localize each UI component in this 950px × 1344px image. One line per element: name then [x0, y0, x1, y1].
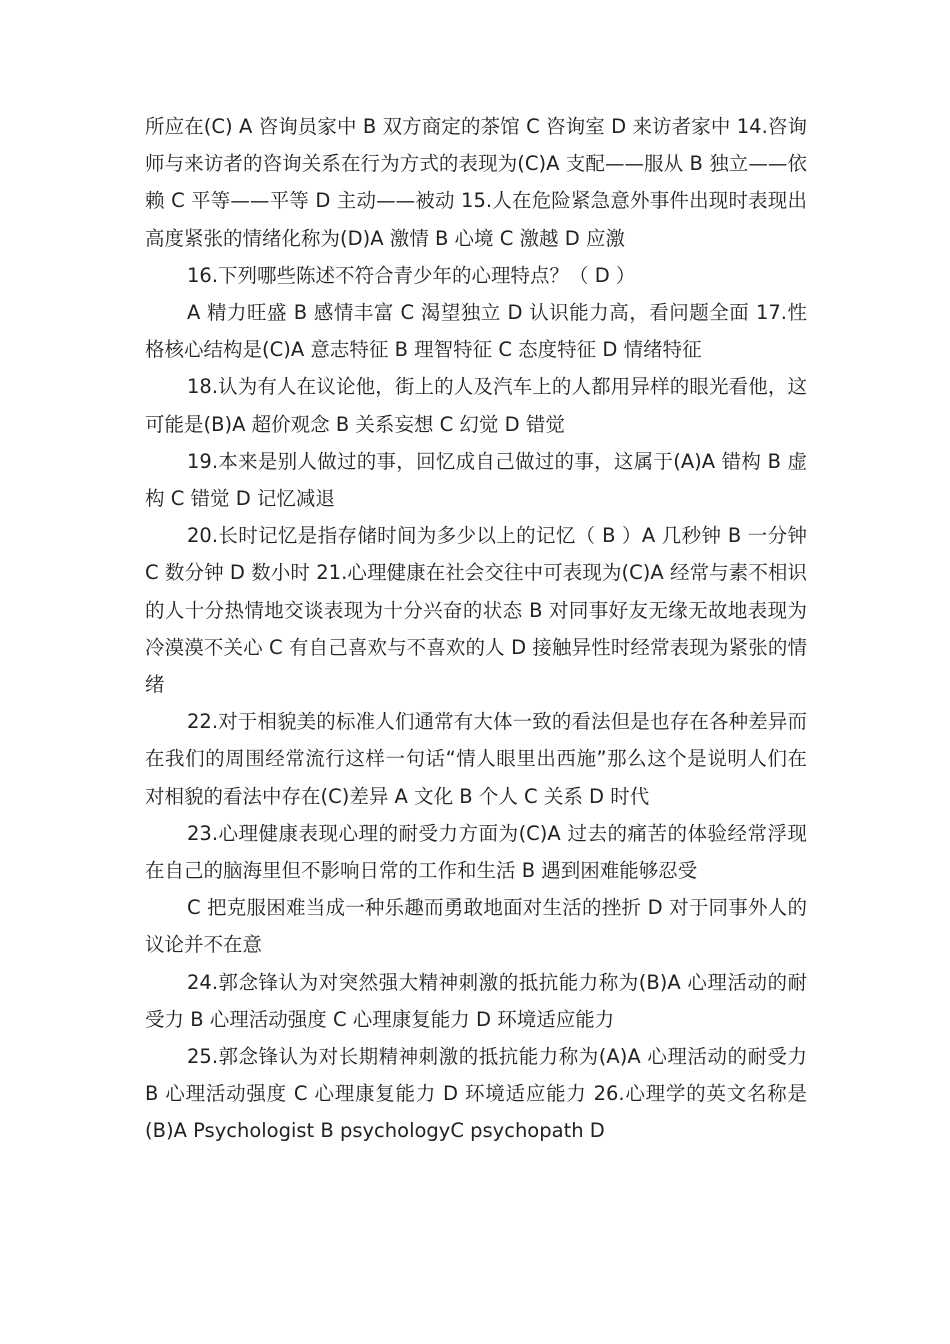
- paragraph-2: 16.下列哪些陈述不符合青少年的心理特点？（ D ）: [187, 263, 636, 287]
- paragraph-5: 19.本来是别人做过的事，回忆成自己做过的事，这属于(A)A 错构 B 虚构 C 错觉 D 记忆减退: [145, 449, 807, 511]
- paragraph-7: 22.对于相貌美的标准人们通常有大体一致的看法但是也存在各种差异而在我们的周围经常流行这样一句话“情人眼里出西施”那么这个是说明人们在对相貌的看法中存在(C)差异 A 文化 B 个人 C 关系 D 时代: [145, 710, 807, 808]
- paragraph-10: 24.郭念锋认为对突然强大精神刺激的抵抗能力称为(B)A 心理活动的耐受力 B 心理活动强度 C 心理康复能力 D 环境适应能力: [145, 970, 807, 1031]
- paragraph-8: 23.心理健康表现心理的耐受力方面为(C)A 过去的痛苦的体验经常浮现在自己的脑海里但不影响日常的工作和生活 B 遇到困难能够忍受: [145, 821, 807, 883]
- paragraph-11: 25.郭念锋认为对长期精神刺激的抵抗能力称为(A)A 心理活动的耐受力 B 心理活动强度 C 心理康复能力 D 环境适应能力 26.心理学的英文名称是(B)A Psychologist B psychologyC psychopath D: [145, 1045, 807, 1143]
- paragraph-6: 20.长时记忆是指存储时间为多少以上的记忆（ B ）A 几秒钟 B 一分钟 C 数分钟 D 数小时 21.心理健康在社会交往中可表现为(C)A 经常与素不相识的人十分热情地交谈表现为十分兴奋的状态 B 对同事好友无缘无故地表现为冷漠漠不关心 C 有自己喜欢与不喜欢的人 D 接触异性时经常表现为紧张的情绪: [145, 524, 807, 697]
- paragraph-1: 所应在(C) A 咨询员家中 B 双方商定的茶馆 C 咨询室 D 来访者家中 14.咨询师与来访者的咨询关系在行为方式的表现为(C)A 支配——服从 B 独立——依赖 C 平等——平等 D 主动——被动 15.人在危险紧急意外事件出现时表现出高度紧张的情绪化称为(D)A 激情 B 心境 C 激越 D 应激: [145, 115, 807, 250]
- paragraph-3: A 精力旺盛 B 感情丰富 C 渴望独立 D 认识能力高，看问题全面 17.性格核心结构是(C)A 意志特征 B 理智特征 C 态度特征 D 情绪特征: [145, 301, 807, 362]
- paragraph-4: 18.认为有人在议论他，街上的人及汽车上的人都用异样的眼光看他，这可能是(B)A 超价观念 B 关系妄想 C 幻觉 D 错觉: [145, 375, 807, 436]
- document-body: [145, 108, 807, 1150]
- paragraph-9: C 把克服困难当成一种乐趣而勇敢地面对生活的挫折 D 对于同事外人的议论并不在意: [145, 896, 807, 957]
